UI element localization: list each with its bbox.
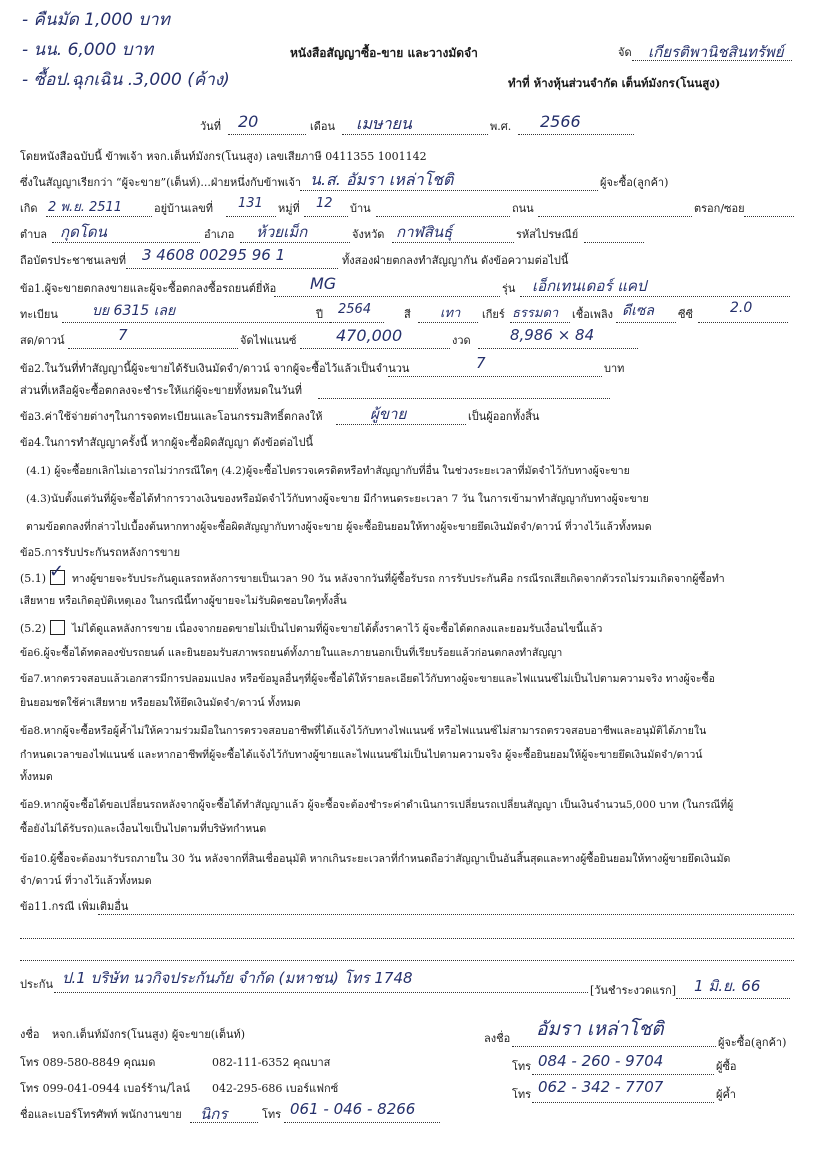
house-value: 131 [238,196,263,211]
agreement-intro: ทั้งสองฝ่ายตกลงทำสัญญากัน ดังข้อความต่อไปนี้ [342,254,569,267]
id-card-value: 3 4608 00295 96 1 [142,246,286,264]
car-cc: 2.0 [730,300,753,316]
contact-1: โทร 089-580-8849 คุณมด [20,1056,156,1069]
buyer-name: น.ส. อัมรา เหล่าโชติ [310,170,454,189]
buyer-tel-role: ผู้ซื้อ [716,1060,737,1073]
day-label: วันที่ [200,120,221,133]
clause10-line2: จำ/ดาวน์ ที่วางไว้แล้วทั้งหมด [20,875,152,887]
installment-label: งวด [452,334,471,347]
province-value: กาฬสินธุ์ [396,223,453,241]
clause4-title: ข้อ4.ในการทำสัญญาครั้งนี้ หากผู้จะซื้อผิดสัญญา ดังข้อต่อไปนี้ [20,436,314,449]
option2-text: ไม่ได้ดูแลหลังการขาย เนื่องจากยอดขายไม่เป็นไปตามที่ผู้จะขายได้ตั้งราคาไว้ ผู้จะซื้อได้ตกลงและยอมรับเงื่อนไขนี้แล้ว [72,623,603,635]
buyer-sign-label: ลงชื่อ [484,1032,511,1045]
month-value: เมษายน [356,114,412,133]
insurance-label: ประกัน [20,978,53,991]
clause8-line1: ข้อ8.หากผู้จะซื้อหรือผู้ค้ำไม่ให้ความร่วมมือในการตรวจสอบอาชีพที่ได้แจ้งไว้กับทางไฟแนนซ์ หรือไฟแนนซ์ไม่สามารถตรวจสอบอาชีพและอนุมัติได้ภายใน [20,725,707,737]
buyer-sign-role: ผู้จะซื้อ(ลูกค้า) [718,1036,787,1049]
buyer-role: ผู้จะซื้อ(ลูกค้า) [600,176,669,189]
clause9-line1: ข้อ9.หากผู้จะซื้อได้ขอเปลี่ยนรถหลังจากผู้จะซื้อได้ทำสัญญาแล้ว ผู้จะซื้อจะต้องชำระค่าดำเนินการเปลี่ยนรถเปลี่ยนสัญญา เป็นเงินจำนวน5,000 บาท (ในกรณีที่ผู้ [20,799,734,811]
reg-label: ทะเบียน [20,308,58,321]
village-label: บ้าน [350,202,371,215]
amphoe-label: อำเภอ [204,228,235,241]
insurance-value: ป.1 บริษัท นวกิจประกันภัย จำกัด (มหาชน) โทร 1748 [62,969,413,987]
finance-label: จัดไฟแนนซ์ [240,334,297,347]
clause2-unit: บาท [604,362,625,375]
made-at: ทำที่ ห้างหุ้นส่วนจำกัด เต็นท์มังกร(โนนสูง) [508,76,721,90]
sales-staff-name: นิกร [200,1105,228,1123]
clause4-line2: (4.3)นับตั้งแต่วันที่ผู้จะซื้อได้ทำการวางเงินของหรือมัดจำไว้กับทางผู้จะขาย มีกำหนดระยะเวลา 7 วัน ในการเข้ามาทำสัญญากับทางผู้จะขาย [26,493,649,505]
contact-4: 042-295-686 เบอร์แฟกซ์ [212,1082,339,1095]
guarantor-tel: 062 - 342 - 7707 [538,1078,664,1096]
handwritten-note-refund: - คืนมัด 1,000 บาท [22,10,170,30]
day-value: 20 [238,112,259,131]
clause3-text: ข้อ3.ค่าใช้จ่ายต่างๆในการจดทะเบียนและโอนกรรมสิทธิ์ตกลงให้ [20,410,323,423]
guarantor-tel-label: โทร [512,1088,532,1101]
option1-label: (5.1) [20,572,47,585]
clause4-line3: ตามข้อตกลงที่กล่าวไปเบื้องต้นหากทางผู้จะซื้อผิดสัญญากับทางผู้จะขาย ผู้จะซื้อยินยอมให้ทางผู้จะขายยึดเงินมัดจำ/ดาวน์ ที่วางไว้แล้วทั้งหมด [26,521,652,533]
car-reg: บย 6315 เลย [92,303,176,319]
sales-staff-label: ชื่อและเบอร์โทรศัพท์ พนักงานขาย [20,1108,182,1121]
car-gear: ธรรมดา [512,306,559,321]
clause3-suffix: เป็นผู้ออกทั้งสิ้น [468,410,540,423]
clause7-line1: ข้อ7.หากตรวจสอบแล้วเอกสารมีการปลอมแปลง หรือข้อมูลอื่นๆที่ผู้จะซื้อได้ให้รายละเอียดไว้กับทางผู้จะขายและไฟแนนซ์ไม่เป็นไปตามความจริง ทางผู้จะซื้อ [20,673,715,685]
deposit-label: สด/ดาวน์ [20,334,65,347]
year-value: 2566 [540,112,581,131]
car-model: เอ็กเทนเดอร์ แคป [532,277,647,295]
finance-value: 470,000 [336,326,403,345]
postal-label: รหัสไปรษณีย์ [516,228,579,241]
clause1-label: ข้อ1.ผู้จะขายตกลงขายและผู้จะซื้อตกลงซื้อรถยนต์ยี่ห้อ [20,282,277,295]
clause2-text: ข้อ2.ในวันที่ทำสัญญานี้ผู้จะขายได้รับเงินมัดจำ/ดาวน์ จากผู้จะซื้อไว้แล้วเป็นจำนวน [20,362,410,375]
tambon-value: กุดโดน [60,223,107,241]
option1-text: ทางผู้ขายจะรับประกันดูแลรถหลังการขายเป็นเวลา 90 วัน หลังจากวันที่ผู้ซื้อรับรถ การรับประกันคือ กรณีรถเสียเกิดจากตัวรถไม่รวมเกิดจากผู้ซื้อทำ [72,573,725,585]
guarantor-tel-role: ผู้ค้ำ [716,1088,736,1101]
sales-staff-tel-label: โทร [262,1108,282,1121]
option2-checkbox[interactable] [50,620,65,635]
first-due-value: 1 มิ.ย. 66 [694,977,761,995]
year-label-car: ปี [316,308,323,321]
gear-label: เกียร์ [482,308,505,321]
car-fuel: ดีเซล [622,303,654,319]
buyer-tel: 084 - 260 - 9704 [538,1052,664,1070]
born-label: เกิด [20,202,38,215]
id-card-label: ถือบัตรประชาชนเลขที่ [20,254,126,267]
month-label: เดือน [310,120,336,133]
clause11-label: ข้อ11.กรณี เพิ่มเติมอื่น [20,900,129,913]
seller-sign-name: หจก.เต็นท์มังกร(โนนสูง) ผู้จะขาย(เต็นท์) [52,1028,246,1041]
clause10-line1: ข้อ10.ผู้ซื้อจะต้องมารับรถภายใน 30 วัน หลังจากที่สินเชื่ออนุมัติ หากเกินระยะเวลาที่กำหนดถือว่าสัญญาเป็นอันสิ้นสุดและทางผู้ซื้อยินยอมให้ทางผู้ขายยึดเงินมัด [20,853,731,865]
clause8-line3: ทั้งหมด [20,771,53,783]
deposit-value: 7 [118,326,128,344]
at-value: เกียรติพานิชสินทรัพย์ [648,43,784,61]
at-label: จัด [618,46,632,59]
handwritten-note-weight: - นน. 6,000 บาท [22,40,154,60]
tambon-label: ตำบล [20,228,48,241]
buyer-signature: อัมรา เหล่าโชติ [536,1018,664,1040]
clause9-line2: ซื้อยังไม่ได้รับรถ)และเงื่อนไขเป็นไปตามที่บริษัทกำหนด [20,823,267,835]
clause6-text: ข้อ6.ผู้จะซื้อได้ทดลองขับรถยนต์ และยินยอมรับสภาพรถยนต์ทั้งภายในและภายนอกเป็นที่เรียบร้อยแล้วก่อนตกลงทำสัญญา [20,647,563,659]
car-color: เทา [440,306,461,321]
installment-value: 8,986 × 84 [510,326,595,344]
moo-value: 12 [316,196,333,211]
clause4-line1: (4.1) ผู้จะซื้อยกเลิกไม่เอารถไม่ว่ากรณีใดๆ (4.2)ผู้จะซื้อไปตรวจเครดิตหรือทำสัญญากับที่อื่น ในช่วงระยะเวลาที่มัดจำไว้กับทางผู้จะขาย [26,465,630,477]
clause2-rest: ส่วนที่เหลือผู้จะซื้อตกลงจะชำระให้แก่ผู้จะขายทั้งหมดในวันที่ [20,384,303,397]
clause5-title: ข้อ5.การรับประกันรถหลังการขาย [20,546,181,559]
document-title: หนังสือสัญญาซื้อ-ขาย และวางมัดจำ [290,46,478,60]
born-value: 2 พ.ย. 2511 [48,200,123,215]
house-label: อยู่บ้านเลขที่ [154,202,214,215]
car-brand: MG [310,274,337,293]
road-label: ถนน [512,202,534,215]
model-label: รุ่น [502,282,516,295]
amphoe-value: ห้วยเม็ก [256,223,308,241]
seller-sign-label: งชื่อ [20,1028,40,1041]
car-year: 2564 [338,302,372,317]
province-label: จังหวัด [352,228,385,241]
moo-label: หมู่ที่ [278,202,300,215]
clause2-amount: 7 [476,354,486,372]
clause3-who: ผู้ขาย [370,405,407,423]
color-label: สี [404,308,411,321]
parties-prefix: ซึ่งในสัญญาเรียกว่า “ผู้จะขาย”(เต็นท์)...ฝ่ายหนึ่งกับข้าพเจ้า [20,176,302,189]
contact-3: โทร 099-041-0944 เบอร์ร้าน/ไลน์ [20,1082,190,1095]
intro-text: โดยหนังสือฉบับนี้ ข้าพเจ้า หจก.เต็นท์มังกร(โนนสูง) เลขเสียภาษี 0411355 1001142 [20,150,427,163]
sales-staff-tel: 061 - 046 - 8266 [290,1100,416,1118]
soi-label: ตรอก/ซอย [694,202,745,215]
first-due-label: [วันชำระงวดแรก] [590,984,677,997]
option2-label: (5.2) [20,622,47,635]
contact-2: 082-111-6352 คุณบาส [212,1056,331,1069]
checkmark-icon: ✓ [49,561,65,582]
fuel-label: เชื้อเพลิง [572,308,613,321]
buyer-tel-label: โทร [512,1060,532,1073]
cc-label: ซีซี [678,308,693,321]
clause8-line2: กำหนดเวลาของไฟแนนซ์ และหากอาชีพที่ผู้จะซื้อได้แจ้งไว้กับทางผู้ขายและไฟแนนซ์ไม่เป็นไปตามความจริง ผู้จะซื้อยินยอมให้ผู้จะขายยึดเงินมัดจำ/ดาวน์ [20,749,703,761]
year-label: พ.ศ. [490,120,512,133]
handwritten-note-emergency: - ซื้อป.ฉุกเฉิน .3,000 (ค้าง) [22,70,230,90]
option1-text-cont: เสียหาย หรือเกิดอุบัติเหตุเอง ในกรณีนี้ทางผู้ขายจะไม่รับผิดชอบใดๆทั้งสิ้น [20,595,347,607]
clause7-line2: ยินยอมชดใช้ค่าเสียหาย หรือยอมให้ยึดเงินมัดจำ/ดาวน์ ทั้งหมด [20,697,301,709]
